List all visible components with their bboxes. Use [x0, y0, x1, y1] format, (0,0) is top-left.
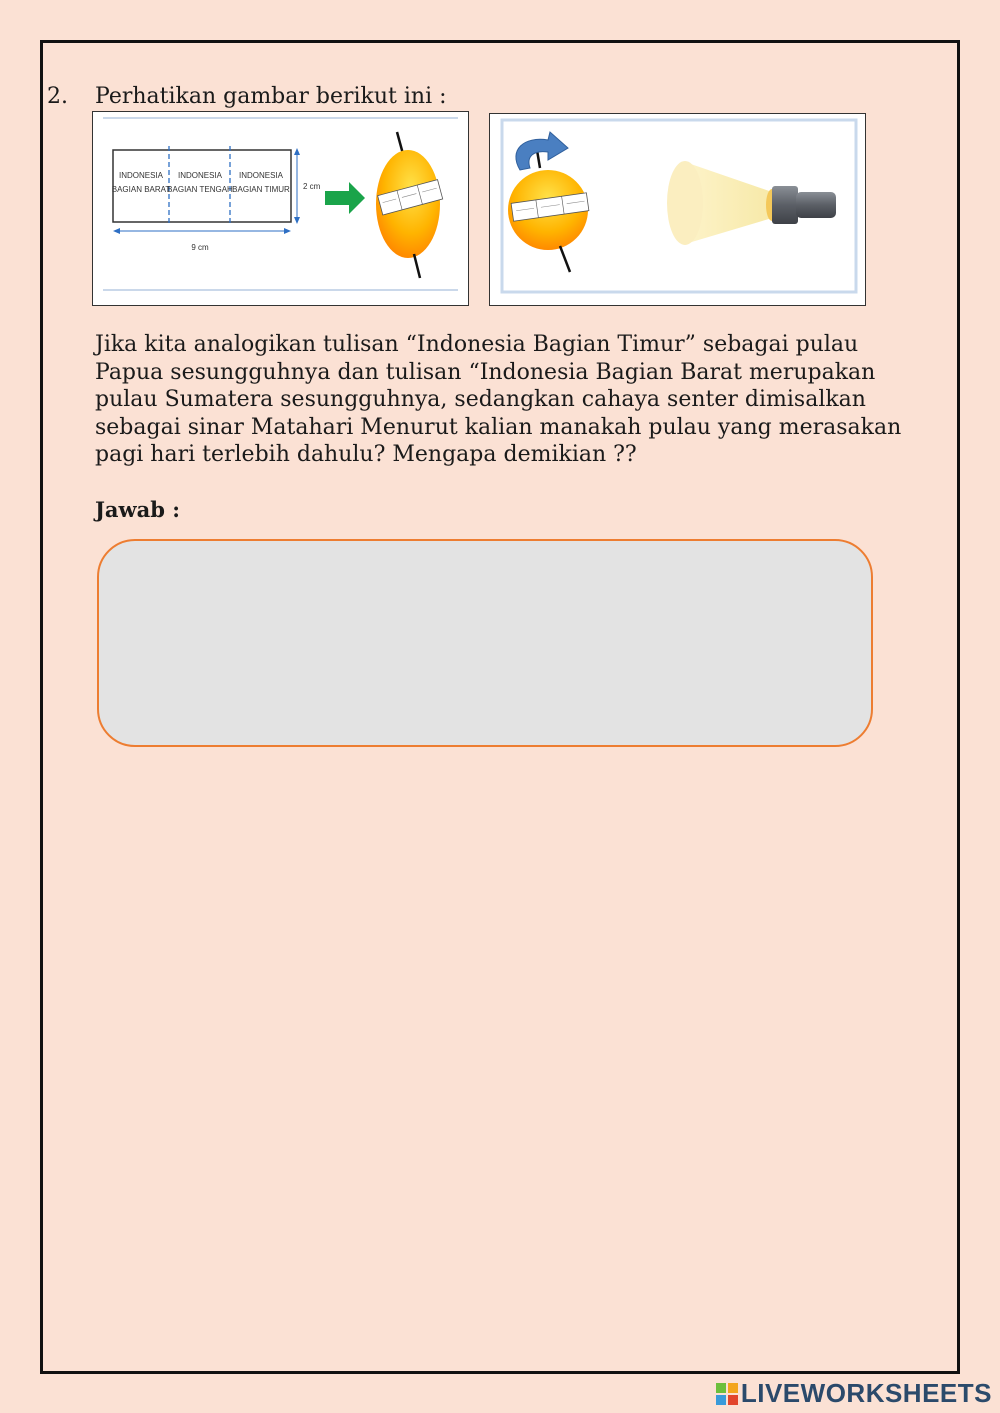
- figure-globe-flashlight: [489, 113, 866, 306]
- figure-strip-to-globe: [92, 111, 469, 306]
- question-number: 2.: [47, 84, 68, 109]
- question-intro: Perhatikan gambar berikut ini :: [95, 84, 447, 109]
- liveworksheets-wordmark: LIVEWORKSHEETS: [740, 1378, 992, 1408]
- green-arrow-icon: [325, 182, 365, 214]
- height-label: 2 cm: [303, 182, 321, 191]
- question-line: sebagai sinar Matahari Menurut kalian manakah pulau yang merasakan: [95, 414, 902, 440]
- liveworksheets-logo-icon: [716, 1383, 738, 1405]
- region-tengah-line2: BAGIAN TENGAH: [167, 185, 233, 194]
- question-line: Jika kita analogikan tulisan “Indonesia Bagian Timur” sebagai pulau: [95, 332, 859, 357]
- answer-input[interactable]: [97, 539, 873, 747]
- question-line: pulau Sumatera sesungguhnya, sedangkan cahaya senter dimisalkan: [95, 387, 866, 412]
- region-timur-line2: BAGIAN TIMUR: [232, 185, 290, 194]
- region-timur-line1: INDONESIA: [238, 171, 284, 180]
- region-barat-line2: BAGIAN BARAT: [111, 185, 171, 194]
- liveworksheets-branding: [716, 1378, 992, 1409]
- region-barat-line1: INDONESIA: [118, 171, 164, 180]
- region-tengah-line1: INDONESIA: [177, 171, 223, 180]
- answer-label: Jawab :: [95, 497, 180, 522]
- question-body: [95, 331, 945, 469]
- width-label: 9 cm: [191, 243, 209, 252]
- question-line: pagi hari terlebih dahulu? Mengapa demikian ??: [95, 442, 637, 467]
- question-line: Papua sesungguhnya dan tulisan “Indonesia Bagian Barat merupakan: [95, 359, 876, 385]
